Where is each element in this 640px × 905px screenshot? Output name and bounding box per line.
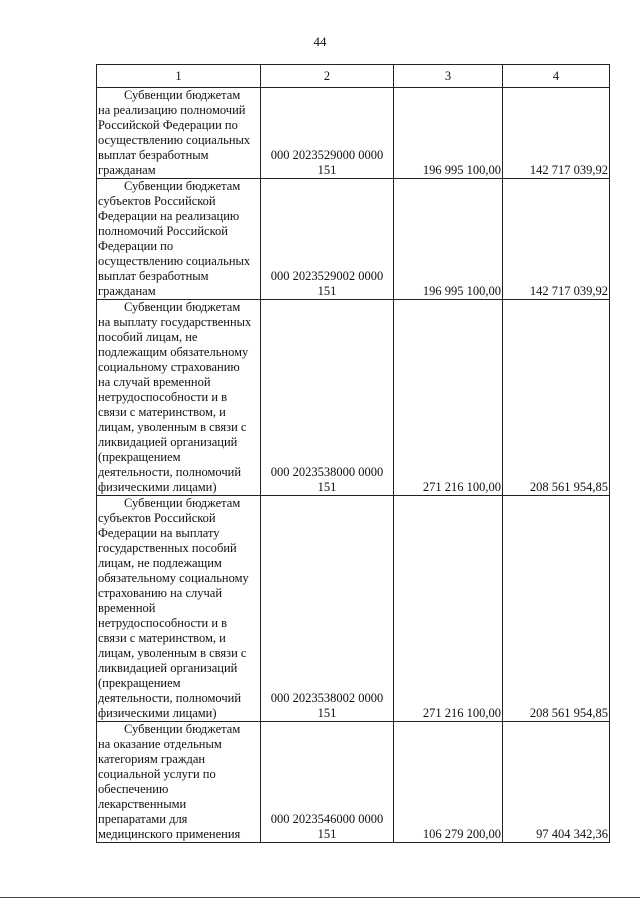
description-line: Субвенции бюджетам: [124, 179, 241, 193]
description-line: на оказание отдельным: [98, 737, 222, 751]
description-line: Субвенции бюджетам: [124, 722, 241, 736]
code-line: 000 2023546000 0000: [270, 812, 384, 826]
column-header-4: 4: [503, 65, 610, 88]
description-line: субъектов Российской: [98, 511, 216, 525]
description-line: Субвенции бюджетам: [124, 496, 241, 510]
column-header-3: 3: [394, 65, 503, 88]
row-planned-amount: 196 995 100,00: [394, 88, 503, 179]
description-line: медицинского применения: [98, 827, 241, 841]
code-line: 151: [317, 284, 337, 298]
description-line: страхованию на случай: [98, 586, 223, 600]
description-line: на реализацию полномочий: [98, 103, 246, 117]
page-number: 44: [313, 34, 327, 49]
description-line: лекарственными: [98, 797, 187, 811]
code-line: 151: [317, 827, 337, 841]
description-line: гражданам: [98, 163, 156, 177]
description-line: Субвенции бюджетам: [124, 88, 241, 102]
description-line: связи с материнством, и: [98, 405, 226, 419]
column-header-1: 1: [97, 65, 261, 88]
description-line: выплат безработным: [98, 148, 209, 162]
row-planned-amount: 271 216 100,00: [394, 496, 503, 722]
code-line: 151: [317, 163, 337, 177]
row-planned-amount: 106 279 200,00: [394, 722, 503, 843]
description-line: субъектов Российской: [98, 194, 216, 208]
row-planned-amount: 271 216 100,00: [394, 300, 503, 496]
description-line: нетрудоспособности и в: [98, 390, 228, 404]
row-planned-amount: 196 995 100,00: [394, 179, 503, 300]
table-row: [97, 179, 610, 300]
description-line: на выплату государственных: [98, 315, 252, 329]
description-line: Федерации на выплату: [98, 526, 220, 540]
description-line: лицам, уволенным в связи с: [98, 420, 247, 434]
description-line: (прекращением: [98, 676, 181, 690]
code-line: 000 2023538002 0000: [270, 691, 384, 705]
row-description: [97, 300, 261, 496]
row-executed-amount: 208 561 954,85: [503, 300, 610, 496]
description-line: физическими лицами): [98, 706, 217, 720]
row-budget-code: [261, 179, 394, 300]
row-executed-amount: 208 561 954,85: [503, 496, 610, 722]
description-line: обязательному социальному: [98, 571, 249, 585]
row-budget-code: [261, 300, 394, 496]
code-line: 151: [317, 706, 337, 720]
row-description: [97, 179, 261, 300]
code-line: 000 2023529002 0000: [270, 269, 384, 283]
description-line: на случай временной: [98, 375, 211, 389]
description-line: Российской Федерации по: [98, 118, 238, 132]
description-line: социальному страхованию: [98, 360, 240, 374]
budget-table: [96, 64, 610, 843]
table-row: [97, 88, 610, 179]
row-executed-amount: 142 717 039,92: [503, 88, 610, 179]
code-line: 151: [317, 480, 337, 494]
description-line: гражданам: [98, 284, 156, 298]
column-header-2: 2: [261, 65, 394, 88]
description-line: деятельности, полномочий: [98, 465, 242, 479]
table-row: [97, 300, 610, 496]
description-line: нетрудоспособности и в: [98, 616, 228, 630]
table-body: [97, 65, 610, 843]
row-executed-amount: 142 717 039,92: [503, 179, 610, 300]
description-line: государственных пособий: [98, 541, 237, 555]
code-line: 000 2023538000 0000: [270, 465, 384, 479]
description-line: физическими лицами): [98, 480, 217, 494]
description-line: лицам, не подлежащим: [98, 556, 222, 570]
row-description: [97, 496, 261, 722]
row-budget-code: [261, 88, 394, 179]
description-line: связи с материнством, и: [98, 631, 226, 645]
table-row: [97, 496, 610, 722]
description-line: деятельности, полномочий: [98, 691, 242, 705]
row-description: [97, 722, 261, 843]
description-line: Субвенции бюджетам: [124, 300, 241, 314]
description-line: полномочий Российской: [98, 224, 228, 238]
description-line: Федерации по: [98, 239, 174, 253]
description-line: лицам, уволенным в связи с: [98, 646, 247, 660]
description-line: (прекращением: [98, 450, 181, 464]
description-line: ликвидацией организаций: [98, 435, 238, 449]
description-line: выплат безработным: [98, 269, 209, 283]
description-line: социальной услуги по: [98, 767, 216, 781]
description-line: временной: [98, 601, 156, 615]
table-row: [97, 722, 610, 843]
row-budget-code: [261, 496, 394, 722]
code-line: 000 2023529000 0000: [270, 148, 384, 162]
row-executed-amount: 97 404 342,36: [503, 722, 610, 843]
description-line: осуществлению социальных: [98, 133, 251, 147]
row-description: [97, 88, 261, 179]
description-line: обеспечению: [98, 782, 169, 796]
description-line: осуществлению социальных: [98, 254, 251, 268]
bottom-rule: [0, 897, 640, 898]
description-line: ликвидацией организаций: [98, 661, 238, 675]
description-line: Федерации на реализацию: [98, 209, 240, 223]
table-header-row: [97, 65, 610, 88]
description-line: препаратами для: [98, 812, 188, 826]
description-line: подлежащим обязательному: [98, 345, 249, 359]
description-line: категориям граждан: [98, 752, 206, 766]
description-line: пособий лицам, не: [98, 330, 198, 344]
row-budget-code: [261, 722, 394, 843]
